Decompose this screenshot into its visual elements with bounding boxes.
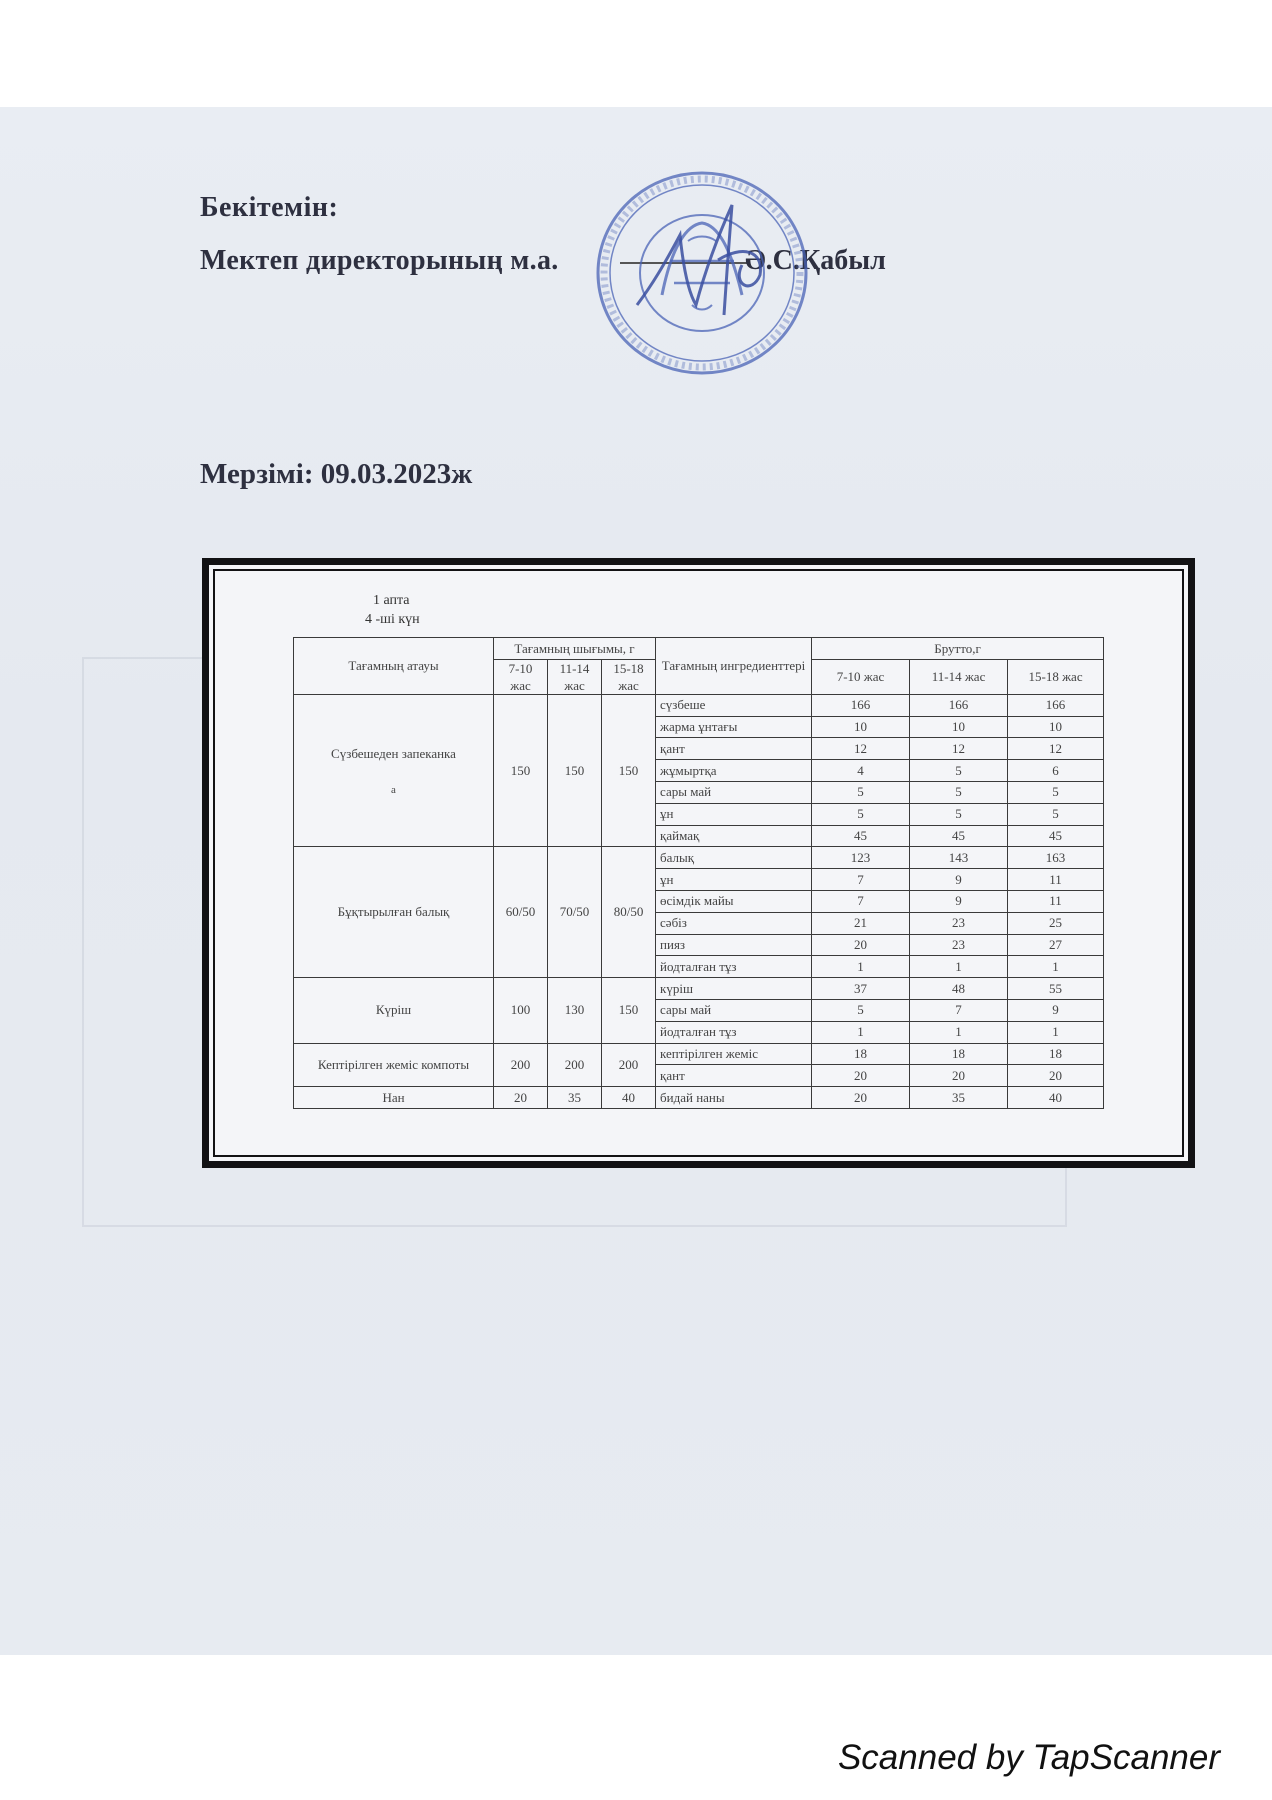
ingredient-cell: сәбіз xyxy=(656,912,812,934)
brutto-cell: 45 xyxy=(812,825,910,847)
brutto-cell: 7 xyxy=(812,890,910,912)
yield-cell: 200 xyxy=(548,1043,602,1087)
brutto-cell: 12 xyxy=(1008,738,1104,760)
brutto-cell: 23 xyxy=(910,912,1008,934)
brutto-cell: 21 xyxy=(812,912,910,934)
brutto-cell: 1 xyxy=(910,956,1008,978)
yield-cell: 40 xyxy=(602,1087,656,1109)
table-row xyxy=(294,847,1104,869)
approve-title: Бекітемін: xyxy=(200,192,339,223)
ingredient-cell: бидай наны xyxy=(656,1087,812,1109)
day-label: 4 -ші күн xyxy=(365,612,420,627)
menu-frame xyxy=(202,558,1195,1168)
brutto-cell: 10 xyxy=(1008,716,1104,738)
scanner-watermark: Scanned by TapScanner xyxy=(837,1738,1220,1777)
week-label: 1 апта xyxy=(373,593,410,608)
yield-cell: 150 xyxy=(602,978,656,1043)
brutto-cell: 9 xyxy=(1008,999,1104,1021)
header-yield: Тағамның шығымы, г xyxy=(494,638,656,660)
brutto-cell: 20 xyxy=(1008,1065,1104,1087)
table-header-row xyxy=(294,638,1104,660)
brutto-cell: 40 xyxy=(1008,1087,1104,1109)
header-ingredients: Тағамның ингредиенттері xyxy=(656,638,812,695)
yield-cell: 60/50 xyxy=(494,847,548,978)
brutto-cell: 23 xyxy=(910,934,1008,956)
table-row xyxy=(294,694,1104,716)
brutto-cell: 37 xyxy=(812,978,910,1000)
brutto-cell: 166 xyxy=(910,694,1008,716)
brutto-cell: 5 xyxy=(812,803,910,825)
yield-cell: 80/50 xyxy=(602,847,656,978)
brutto-cell: 12 xyxy=(812,738,910,760)
brutto-cell: 1 xyxy=(1008,956,1104,978)
ingredient-cell: қант xyxy=(656,738,812,760)
dish-note: а xyxy=(391,783,396,796)
brutto-cell: 9 xyxy=(910,869,1008,891)
yield-cell: 100 xyxy=(494,978,548,1043)
brutto-cell: 20 xyxy=(812,1065,910,1087)
header-brutto: Брутто,г xyxy=(812,638,1104,660)
header-brutto-age: 7-10 жас xyxy=(812,659,910,694)
ingredient-cell: қаймақ xyxy=(656,825,812,847)
brutto-cell: 7 xyxy=(812,869,910,891)
brutto-cell: 35 xyxy=(910,1087,1008,1109)
brutto-cell: 11 xyxy=(1008,890,1104,912)
yield-cell: 150 xyxy=(494,694,548,847)
table-row xyxy=(294,978,1104,1000)
ingredient-cell: сары май xyxy=(656,781,812,803)
ingredient-cell: балық xyxy=(656,847,812,869)
brutto-cell: 5 xyxy=(910,781,1008,803)
brutto-cell: 5 xyxy=(910,803,1008,825)
ingredient-cell: күріш xyxy=(656,978,812,1000)
yield-cell: 35 xyxy=(548,1087,602,1109)
dish-name: Нан xyxy=(382,1089,405,1105)
brutto-cell: 27 xyxy=(1008,934,1104,956)
header-brutto-age: 15-18 жас xyxy=(1008,659,1104,694)
brutto-cell: 18 xyxy=(812,1043,910,1065)
brutto-cell: 45 xyxy=(1008,825,1104,847)
ingredient-cell: йодталған тұз xyxy=(656,1021,812,1043)
ingredient-cell: ұн xyxy=(656,869,812,891)
ingredient-cell: пияз xyxy=(656,934,812,956)
brutto-cell: 1 xyxy=(1008,1021,1104,1043)
brutto-cell: 1 xyxy=(812,1021,910,1043)
dish-name: Бұқтырылған балық xyxy=(337,904,450,920)
menu-frame-inner xyxy=(213,569,1184,1157)
brutto-cell: 6 xyxy=(1008,760,1104,782)
brutto-cell: 20 xyxy=(812,934,910,956)
brutto-cell: 5 xyxy=(1008,803,1104,825)
date-line: Мерзімі: 09.03.2023ж xyxy=(200,458,473,490)
dish-name-cell xyxy=(294,1043,494,1087)
brutto-cell: 18 xyxy=(1008,1043,1104,1065)
brutto-cell: 9 xyxy=(910,890,1008,912)
yield-cell: 20 xyxy=(494,1087,548,1109)
brutto-cell: 4 xyxy=(812,760,910,782)
ingredient-cell: жұмыртқа xyxy=(656,760,812,782)
ingredient-cell: қант xyxy=(656,1065,812,1087)
yield-cell: 70/50 xyxy=(548,847,602,978)
brutto-cell: 166 xyxy=(1008,694,1104,716)
yield-cell: 200 xyxy=(494,1043,548,1087)
brutto-cell: 5 xyxy=(910,760,1008,782)
round-seal-stamp-icon xyxy=(592,165,812,385)
brutto-cell: 20 xyxy=(812,1087,910,1109)
brutto-cell: 5 xyxy=(812,999,910,1021)
dish-name-cell xyxy=(294,694,494,847)
brutto-cell: 1 xyxy=(812,956,910,978)
menu-table xyxy=(293,637,1104,1109)
ingredient-cell: сүзбеше xyxy=(656,694,812,716)
brutto-cell: 1 xyxy=(910,1021,1008,1043)
table-row xyxy=(294,1087,1104,1109)
table-row xyxy=(294,1043,1104,1065)
brutto-cell: 20 xyxy=(910,1065,1008,1087)
header-yield-age: 7-10 жас xyxy=(494,659,548,694)
yield-cell: 150 xyxy=(602,694,656,847)
brutto-cell: 18 xyxy=(910,1043,1008,1065)
brutto-cell: 10 xyxy=(812,716,910,738)
brutto-cell: 7 xyxy=(910,999,1008,1021)
brutto-cell: 45 xyxy=(910,825,1008,847)
dish-name-cell xyxy=(294,978,494,1043)
dish-name-cell xyxy=(294,847,494,978)
header-brutto-age: 11-14 жас xyxy=(910,659,1008,694)
header-dish-name: Тағамның атауы xyxy=(294,638,494,695)
brutto-cell: 163 xyxy=(1008,847,1104,869)
ingredient-cell: ұн xyxy=(656,803,812,825)
dish-name-cell xyxy=(294,1087,494,1109)
brutto-cell: 25 xyxy=(1008,912,1104,934)
ingredient-cell: сары май xyxy=(656,999,812,1021)
dish-name: Күріш xyxy=(375,1002,412,1018)
ingredient-cell: жарма ұнтағы xyxy=(656,716,812,738)
brutto-cell: 143 xyxy=(910,847,1008,869)
brutto-cell: 12 xyxy=(910,738,1008,760)
brutto-cell: 55 xyxy=(1008,978,1104,1000)
dish-name: Сүзбешеден запеканка xyxy=(331,745,456,761)
brutto-cell: 10 xyxy=(910,716,1008,738)
brutto-cell: 11 xyxy=(1008,869,1104,891)
director-name: Ә.С.Қабыл xyxy=(745,245,886,276)
approve-position: Мектеп директорының м.а. xyxy=(200,245,559,276)
brutto-cell: 5 xyxy=(812,781,910,803)
header-yield-age: 15-18 жас xyxy=(602,659,656,694)
yield-cell: 130 xyxy=(548,978,602,1043)
dish-name: Кептірілген жеміс компоты xyxy=(317,1056,470,1072)
ingredient-cell: өсімдік майы xyxy=(656,890,812,912)
yield-cell: 200 xyxy=(602,1043,656,1087)
brutto-cell: 123 xyxy=(812,847,910,869)
ingredient-cell: йодталған тұз xyxy=(656,956,812,978)
brutto-cell: 48 xyxy=(910,978,1008,1000)
ingredient-cell: кептірілген жеміс xyxy=(656,1043,812,1065)
brutto-cell: 166 xyxy=(812,694,910,716)
brutto-cell: 5 xyxy=(1008,781,1104,803)
header-yield-age: 11-14 жас xyxy=(548,659,602,694)
yield-cell: 150 xyxy=(548,694,602,847)
